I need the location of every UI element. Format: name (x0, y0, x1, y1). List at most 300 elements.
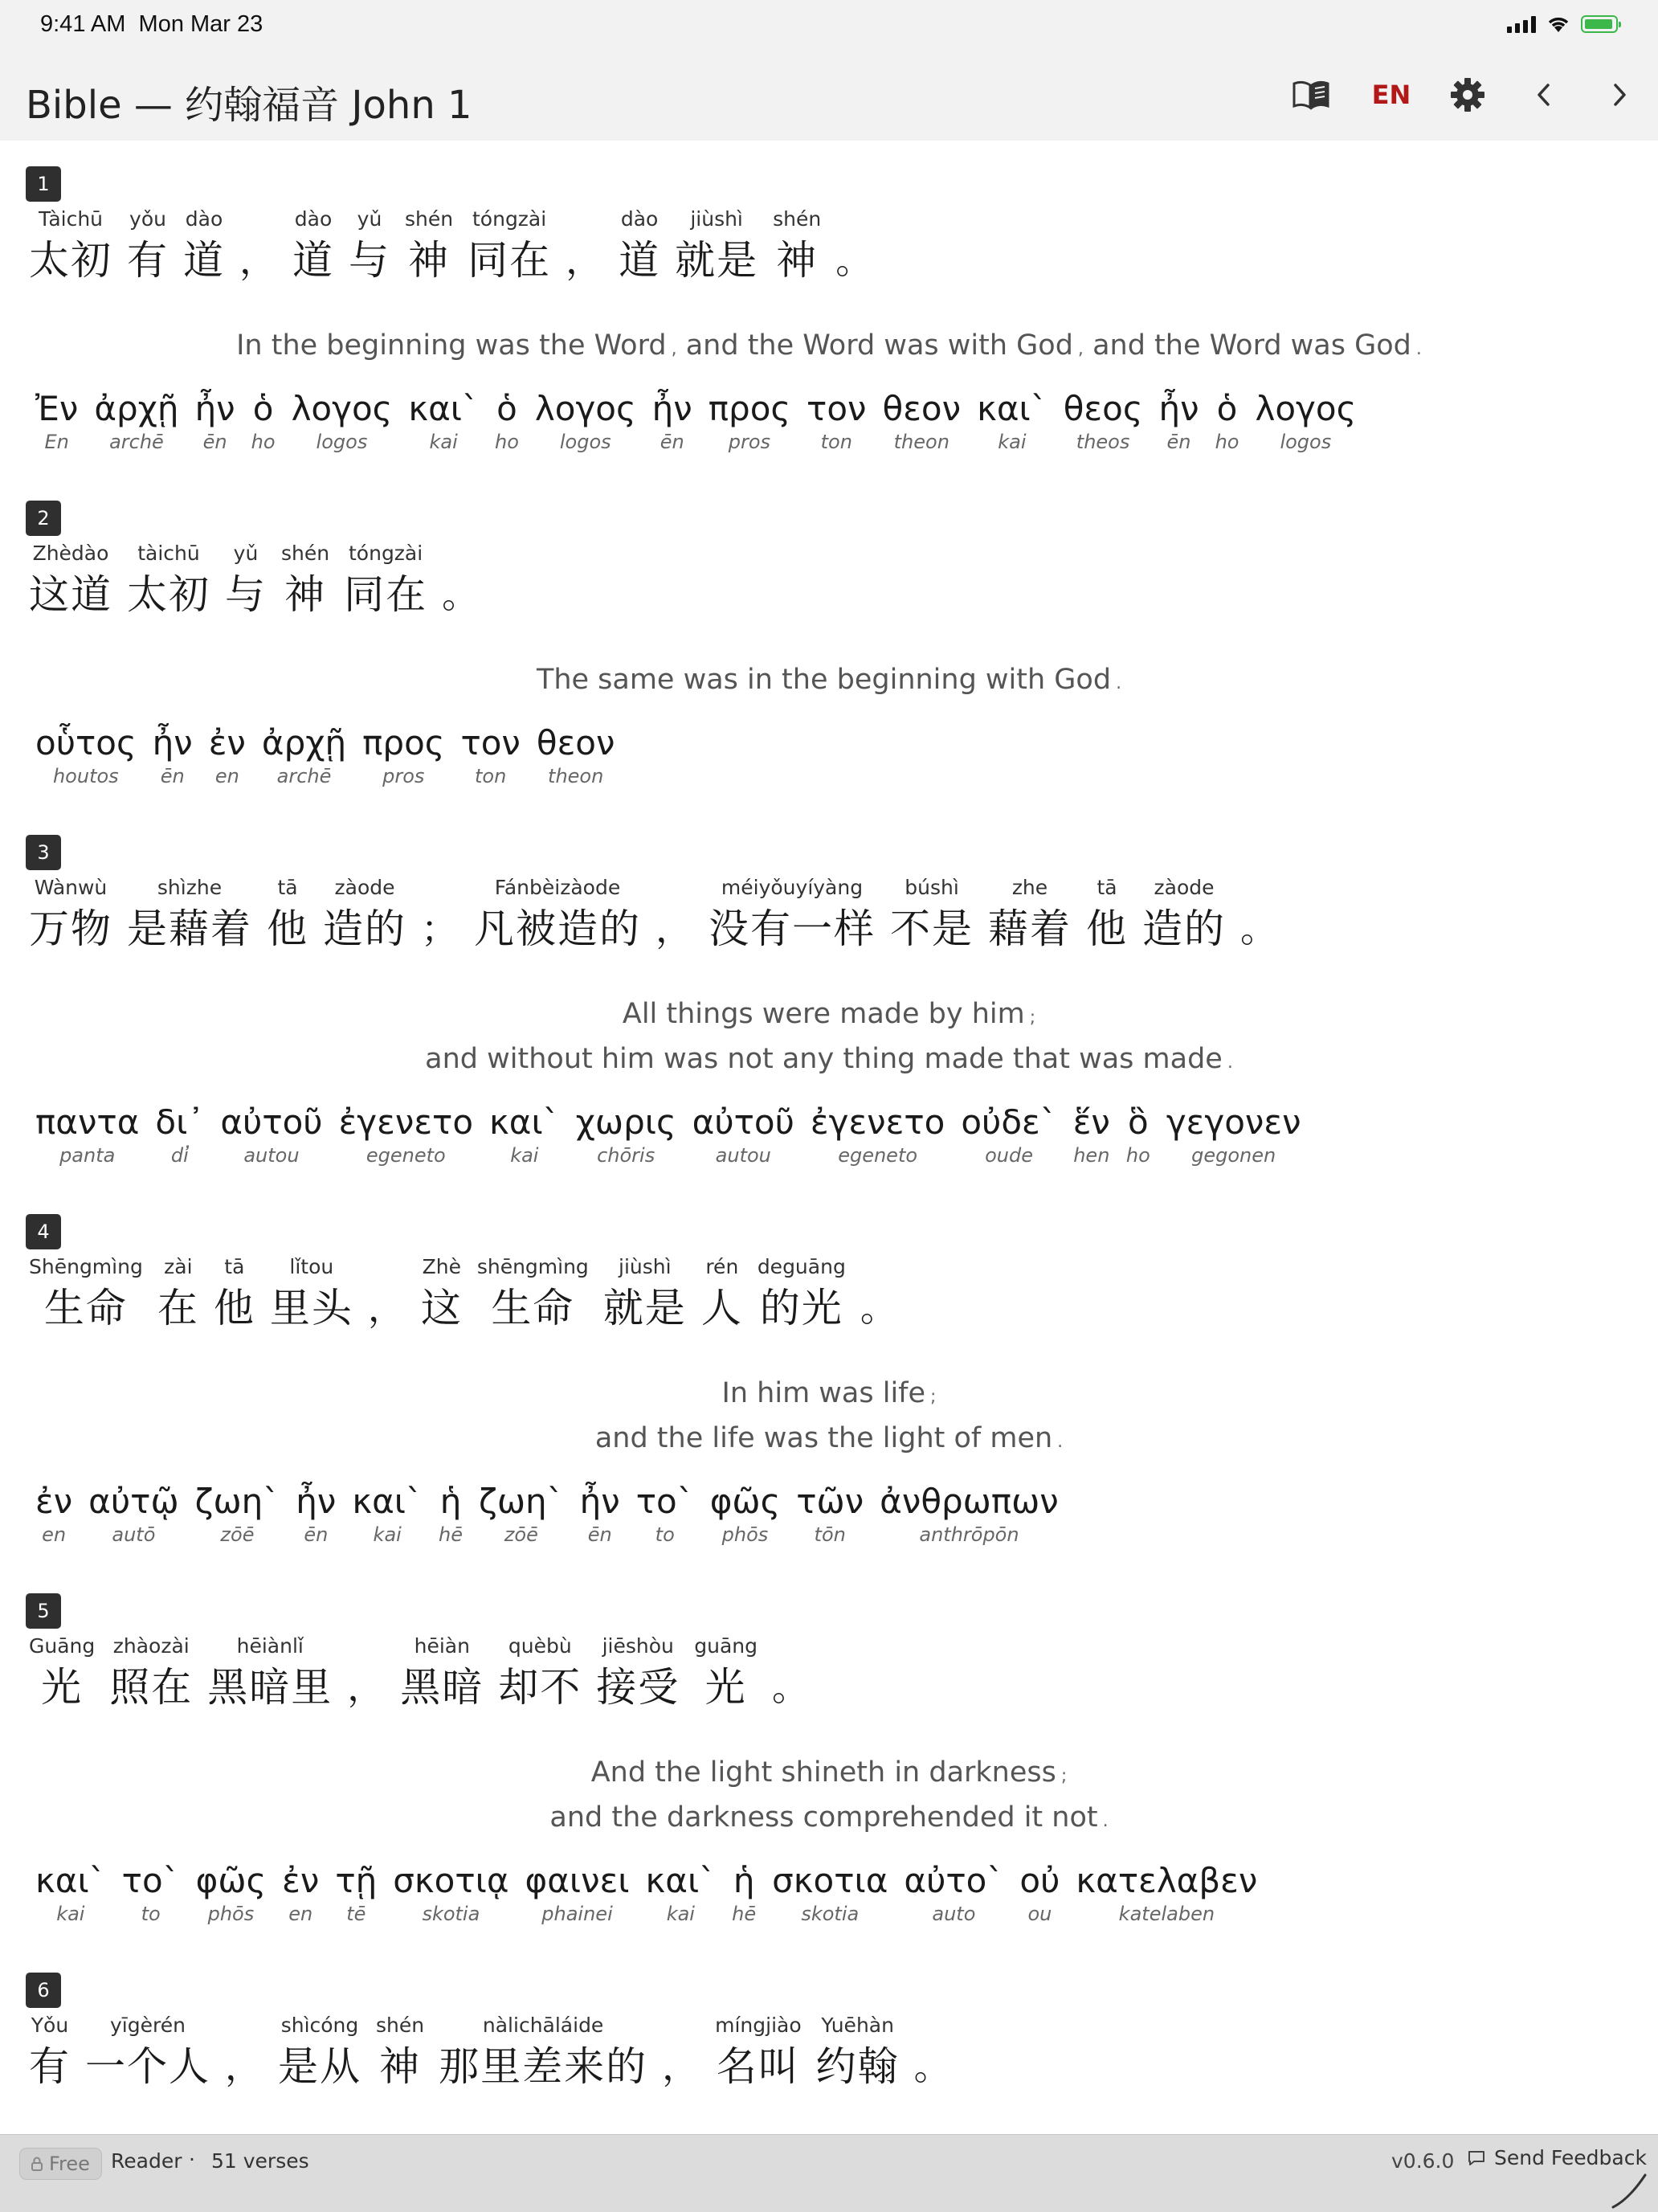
greek-word[interactable] (1215, 388, 1239, 454)
chinese-word[interactable] (29, 1632, 95, 1714)
greek-word[interactable] (1064, 388, 1143, 454)
greek-text: και` (408, 389, 479, 428)
pinyin-label: tàichū (137, 542, 200, 565)
greek-text: κατελαβεν (1076, 1861, 1258, 1900)
chinese-word[interactable] (183, 205, 225, 287)
greek-word[interactable] (153, 722, 193, 788)
greek-word[interactable] (220, 1102, 322, 1167)
hanzi-text: 造的 (1142, 906, 1226, 952)
transliteration-label: to (655, 1523, 675, 1546)
hanzi-text: 同在 (468, 237, 552, 284)
verse-number-badge[interactable]: 3 (26, 835, 61, 870)
transliteration-label: ho (1125, 1144, 1150, 1167)
greek-text: τον (807, 389, 867, 428)
pinyin-label: tā (1096, 876, 1117, 899)
chinese-word[interactable] (773, 205, 821, 287)
chinese-word[interactable] (225, 2011, 263, 2093)
clause-punctuation: , (671, 339, 677, 359)
hanzi-text: 是从 (278, 2043, 361, 2090)
chinese-word[interactable] (29, 1253, 143, 1335)
chinese-text-row (29, 205, 888, 287)
greek-word[interactable] (1076, 1860, 1257, 1926)
greek-text: ζωη` (194, 1482, 280, 1521)
pinyin-label: Shēngmìng (29, 1255, 143, 1278)
hanzi-text: 太初 (29, 237, 112, 284)
chinese-word[interactable] (421, 1253, 463, 1335)
hanzi-text: 光 (704, 1664, 747, 1711)
verse-number-badge[interactable]: 1 (26, 166, 61, 202)
pinyin-label: tóngzài (349, 542, 423, 565)
verse-number-badge[interactable]: 6 (26, 1973, 61, 2008)
chinese-text-row (29, 1253, 913, 1335)
english-clause: and without him was not any thing made that was made (425, 1043, 1223, 1075)
greek-text: αὐτοῦ (692, 1102, 794, 1142)
chinese-word[interactable] (368, 1253, 406, 1335)
hanzi-text: 这道 (29, 571, 112, 618)
greek-word[interactable] (393, 1860, 508, 1926)
greek-word[interactable] (282, 1860, 319, 1926)
greek-text: ἦν (194, 389, 235, 428)
greek-word[interactable] (880, 1481, 1059, 1547)
transliteration-label: zōē (220, 1523, 255, 1546)
transliteration-label: archē (276, 765, 332, 787)
greek-word[interactable] (460, 722, 520, 788)
plan-badge[interactable] (19, 2148, 102, 2180)
greek-text: ἦν (296, 1482, 337, 1521)
greek-word[interactable] (636, 1481, 694, 1547)
greek-text: ἀνθρωπων (880, 1482, 1059, 1521)
chinese-word[interactable] (278, 2011, 361, 2093)
greek-word[interactable] (362, 722, 444, 788)
hanzi-text: 。 (913, 2045, 953, 2088)
greek-text: παντα (35, 1102, 140, 1142)
transliteration-label: anthrōpōn (919, 1523, 1019, 1546)
greek-text: ἐν (282, 1861, 320, 1900)
chinese-word[interactable] (914, 2011, 953, 2093)
clause-punctuation: . (1116, 673, 1122, 693)
greek-word[interactable] (35, 722, 137, 788)
chinese-word[interactable] (477, 1253, 589, 1335)
chinese-word[interactable] (239, 205, 278, 287)
pinyin-label: shén (281, 542, 330, 565)
english-translation-line (0, 1756, 1658, 1789)
chinese-word[interactable] (29, 205, 112, 287)
greek-word[interactable] (772, 1860, 888, 1926)
transliteration-label: pros (382, 765, 425, 787)
greek-text: δι᾽ (155, 1102, 205, 1142)
cellular-signal-icon (1507, 15, 1536, 33)
english-clause: and the darkness comprehended it not (549, 1801, 1098, 1834)
status-bar (0, 0, 1658, 51)
greek-word[interactable] (35, 1481, 72, 1547)
hanzi-text: 那里差来的 (439, 2043, 648, 2090)
hanzi-text: 就是 (675, 237, 759, 284)
chinese-word[interactable] (214, 1253, 255, 1335)
greek-interlinear-row (35, 1481, 1075, 1547)
greek-word[interactable] (1019, 1860, 1060, 1926)
verse-number-badge[interactable]: 5 (26, 1593, 61, 1629)
transliteration-label: en (214, 765, 239, 787)
greek-text: θεον (882, 389, 962, 428)
greek-text: και` (489, 1102, 560, 1142)
greek-text: ἕν (1072, 1102, 1110, 1142)
chinese-word[interactable] (439, 2011, 647, 2093)
chinese-word[interactable] (1142, 873, 1226, 955)
greek-word[interactable] (811, 1102, 945, 1167)
greek-word[interactable] (732, 1860, 756, 1926)
chinese-word[interactable] (596, 1632, 680, 1714)
greek-word[interactable] (296, 1481, 336, 1547)
transliteration-label: ton (820, 431, 852, 453)
hanzi-text: ， (239, 239, 278, 282)
greek-text: ἡ (733, 1861, 755, 1900)
greek-text: και` (645, 1861, 717, 1900)
hanzi-text: 生命 (43, 1285, 128, 1331)
status-date: Mon Mar 23 (138, 11, 263, 37)
greek-word[interactable] (408, 388, 479, 454)
chinese-text-row (29, 539, 495, 621)
greek-text: και` (35, 1861, 106, 1900)
greek-word[interactable] (580, 1481, 620, 1547)
greek-word[interactable] (525, 1860, 630, 1926)
greek-word[interactable] (961, 1102, 1056, 1167)
greek-text: ἐγενετο (810, 1102, 945, 1142)
hanzi-text: 是藉着 (127, 906, 252, 952)
greek-word[interactable] (292, 388, 393, 454)
chinese-word[interactable] (890, 873, 974, 955)
greek-text: λογος (291, 389, 393, 428)
transliteration-label: ēn (1166, 431, 1191, 453)
greek-word[interactable] (335, 1860, 377, 1926)
clause-punctuation: ; (930, 1387, 937, 1407)
hanzi-text: 黑暗 (400, 1664, 484, 1711)
transliteration-label: autō (112, 1523, 156, 1546)
transliteration-label: en (42, 1523, 67, 1546)
hanzi-text: 神 (379, 2043, 422, 2090)
battery-icon (1581, 15, 1618, 33)
chinese-word[interactable] (29, 2011, 71, 2093)
greek-text: προς (362, 723, 445, 763)
chinese-word[interactable] (758, 1253, 846, 1335)
greek-text: ζωη` (479, 1482, 564, 1521)
english-clause: In the beginning was the Word (236, 329, 667, 362)
greek-text: το` (635, 1482, 694, 1521)
english-translation (0, 664, 1658, 696)
chinese-word[interactable] (347, 1632, 386, 1714)
greek-text: τῶν (796, 1482, 864, 1521)
greek-text: σκοτιᾳ (393, 1861, 509, 1900)
language-toggle-button[interactable]: EN (1371, 80, 1411, 110)
greek-word[interactable] (195, 1481, 280, 1547)
transliteration-label: en (288, 1903, 313, 1925)
hanzi-text: 有 (127, 237, 169, 284)
greek-word[interactable] (88, 1481, 178, 1547)
chinese-word[interactable] (655, 873, 694, 955)
english-clause: And the light shineth in darkness (590, 1756, 1056, 1789)
greek-word[interactable] (1073, 1102, 1110, 1167)
hanzi-text: 就是 (602, 1285, 687, 1331)
chinese-word[interactable] (376, 2011, 424, 2093)
greek-word[interactable] (439, 1481, 463, 1547)
settings-button[interactable] (1442, 69, 1493, 121)
hanzi-text: 照在 (109, 1664, 194, 1711)
pinyin-label: yǒu (129, 207, 166, 231)
transliteration-label: ēn (587, 1523, 612, 1546)
transliteration-label: ho (1215, 431, 1239, 453)
verse-number-badge[interactable]: 4 (26, 1214, 61, 1249)
chinese-word[interactable] (772, 1632, 811, 1714)
english-translation (0, 329, 1658, 362)
clause-punctuation: , (1077, 339, 1084, 359)
chinese-word[interactable] (323, 873, 406, 955)
chinese-word[interactable] (225, 539, 267, 621)
transliteration-label: gegonen (1191, 1144, 1276, 1167)
greek-word[interactable] (155, 1102, 204, 1167)
hanzi-text: 他 (213, 1285, 255, 1331)
hanzi-text: 。 (835, 239, 875, 282)
chinese-word[interactable] (127, 539, 210, 621)
pinyin-label: tā (224, 1255, 245, 1278)
greek-text: φῶς (709, 1482, 781, 1521)
chevron-right-icon (1610, 82, 1629, 108)
english-clause: and the life was the light of men (594, 1422, 1053, 1454)
chinese-word[interactable] (109, 1632, 193, 1714)
chinese-word[interactable] (468, 205, 551, 287)
chinese-word[interactable] (566, 205, 604, 287)
greek-word[interactable] (262, 722, 346, 788)
clause-punctuation: . (1057, 1432, 1064, 1452)
pinyin-label: zài (164, 1255, 193, 1278)
chinese-word[interactable] (988, 873, 1072, 955)
greek-word[interactable] (94, 388, 178, 454)
chinese-word[interactable] (860, 1253, 899, 1335)
greek-text: αὐτοῦ (220, 1102, 323, 1142)
chinese-word[interactable] (715, 2011, 802, 2093)
chinese-word[interactable] (281, 539, 329, 621)
hanzi-text: 与 (349, 237, 390, 284)
send-feedback-button[interactable] (1467, 2146, 1647, 2169)
chinese-word[interactable] (619, 205, 660, 287)
greek-word[interactable] (1158, 388, 1199, 454)
greek-word[interactable] (535, 388, 636, 454)
chinese-word[interactable] (127, 205, 169, 287)
greek-word[interactable] (807, 388, 866, 454)
pinyin-label: Guāng (29, 1634, 96, 1658)
chinese-word[interactable] (405, 205, 453, 287)
greek-text: ἐν (208, 723, 246, 763)
greek-text: Ἐν (35, 389, 79, 428)
chinese-word[interactable] (709, 873, 876, 955)
transliteration-label: houtos (52, 765, 119, 787)
chinese-word[interactable] (498, 1632, 582, 1714)
chinese-word[interactable] (267, 873, 308, 955)
pinyin-label: shìzhe (157, 876, 223, 899)
transliteration-label: autou (243, 1144, 300, 1167)
pinyin-label: Fánbèizàode (494, 876, 621, 899)
chinese-word[interactable] (292, 205, 334, 287)
chinese-text-row (29, 1632, 825, 1714)
chinese-word[interactable] (85, 2011, 210, 2093)
greek-word[interactable] (209, 722, 246, 788)
chinese-word[interactable] (701, 1253, 743, 1335)
transliteration-label: egeneto (838, 1144, 918, 1167)
greek-word[interactable] (339, 1102, 473, 1167)
transliteration-label: phōs (721, 1523, 769, 1546)
greek-text: ὁ (496, 389, 517, 428)
greek-word[interactable] (251, 388, 276, 454)
chinese-word[interactable] (675, 205, 758, 287)
hanzi-text: ， (655, 907, 694, 951)
greek-word[interactable] (122, 1860, 180, 1926)
pinyin-label: shén (405, 207, 454, 231)
english-translation-line (0, 1422, 1658, 1454)
pinyin-label: Wànwù (34, 876, 108, 899)
hanzi-text: 凡被造的 (474, 906, 641, 952)
greek-word[interactable] (904, 1860, 1003, 1926)
transliteration-label: theos (1076, 431, 1130, 453)
hanzi-text: 藉着 (988, 906, 1072, 952)
pinyin-label: Zhè (422, 1255, 461, 1278)
chinese-word[interactable] (157, 1253, 199, 1335)
transliteration-label: phainei (541, 1903, 613, 1925)
greek-text: οὗτος (35, 723, 137, 763)
hanzi-text: 。 (860, 1286, 899, 1330)
greek-word[interactable] (1255, 388, 1356, 454)
chinese-word[interactable] (1240, 873, 1279, 955)
greek-text: φῶς (195, 1861, 267, 1900)
pinyin-label: lǐtou (289, 1255, 334, 1278)
transliteration-label: ou (1027, 1903, 1052, 1925)
pinyin-label: tā (277, 876, 298, 899)
hanzi-text: 不是 (890, 906, 974, 952)
chinese-word[interactable] (270, 1253, 353, 1335)
previous-chapter-button[interactable] (1518, 69, 1570, 121)
hanzi-text: 约翰 (815, 2043, 900, 2090)
greek-text: και` (977, 389, 1047, 428)
status-time: 9:41 AM Mon Mar 23 (40, 11, 263, 37)
greek-word[interactable] (796, 1481, 864, 1547)
book-select-button[interactable] (1285, 69, 1337, 121)
chinese-word[interactable] (29, 873, 112, 955)
chinese-word[interactable] (816, 2011, 900, 2093)
status-icons (1507, 14, 1618, 34)
chinese-word[interactable] (29, 539, 112, 621)
greek-word[interactable] (576, 1102, 676, 1167)
next-chapter-button[interactable] (1594, 69, 1645, 121)
greek-interlinear-row (35, 722, 631, 788)
chinese-word[interactable] (349, 205, 390, 287)
lock-icon (31, 2157, 43, 2171)
scribble-pencil-icon (1607, 2167, 1652, 2212)
greek-word[interactable] (195, 388, 235, 454)
mode-label: Reader (111, 2149, 182, 2173)
greek-word[interactable] (883, 388, 962, 454)
chinese-word[interactable] (400, 1632, 484, 1714)
pinyin-label: yīgèrén (110, 2014, 186, 2037)
transliteration-label: egeneto (365, 1144, 446, 1167)
greek-word[interactable] (479, 1481, 564, 1547)
chinese-word[interactable] (662, 2011, 700, 2093)
greek-word[interactable] (196, 1860, 267, 1926)
hanzi-text: 万物 (29, 906, 112, 952)
transliteration-label: chōris (597, 1144, 655, 1167)
transliteration-label: theon (893, 431, 949, 453)
greek-word[interactable] (489, 1102, 560, 1167)
greek-text: ἀρχῇ (261, 723, 347, 763)
pinyin-label: Tàichū (38, 207, 104, 231)
greek-word[interactable] (495, 388, 519, 454)
greek-word[interactable] (977, 388, 1047, 454)
clause-punctuation: ; (1029, 1008, 1036, 1028)
greek-word[interactable] (1166, 1102, 1301, 1167)
transliteration-label: panta (59, 1144, 116, 1167)
greek-text: αὐτῷ (88, 1482, 179, 1521)
greek-word[interactable] (35, 1860, 106, 1926)
greek-word[interactable] (709, 388, 790, 454)
chinese-word[interactable] (207, 1632, 333, 1714)
transliteration-label: tōn (814, 1523, 846, 1546)
transliteration-label: hē (732, 1903, 757, 1925)
greek-text: προς (708, 389, 791, 428)
english-clause: The same was in the beginning with God (536, 664, 1112, 696)
transliteration-label: theon (548, 765, 604, 787)
greek-text: ἀρχῇ (94, 389, 179, 428)
chinese-word[interactable] (835, 205, 874, 287)
greek-word[interactable] (710, 1481, 781, 1547)
pinyin-label: zhàozài (112, 1634, 190, 1658)
pinyin-label: shìcóng (280, 2014, 359, 2037)
chinese-word[interactable] (1086, 873, 1128, 955)
transliteration-label: skotia (422, 1903, 480, 1925)
greek-word[interactable] (35, 1102, 139, 1167)
greek-interlinear-row (35, 1102, 1317, 1167)
transliteration-label: phōs (207, 1903, 255, 1925)
greek-text: ἐν (35, 1482, 73, 1521)
greek-text: φαινει (525, 1861, 630, 1900)
chinese-word[interactable] (603, 1253, 687, 1335)
hanzi-text: 太初 (127, 571, 210, 618)
greek-word[interactable] (35, 388, 78, 454)
chinese-word[interactable] (694, 1632, 758, 1714)
transliteration-label: ēn (304, 1523, 329, 1546)
greek-word[interactable] (537, 722, 615, 788)
greek-word[interactable] (646, 1860, 717, 1926)
wifi-icon (1546, 14, 1571, 34)
hanzi-text: 接受 (596, 1664, 680, 1711)
hanzi-text: 道 (292, 237, 334, 284)
greek-word[interactable] (692, 1102, 794, 1167)
chinese-word[interactable] (127, 873, 252, 955)
chinese-word[interactable] (421, 873, 459, 955)
greek-word[interactable] (352, 1481, 423, 1547)
pinyin-label: méiyǒuyíyàng (721, 876, 864, 899)
greek-word[interactable] (652, 388, 692, 454)
chinese-word[interactable] (474, 873, 641, 955)
pinyin-label: hēiànlǐ (236, 1634, 304, 1658)
pinyin-label: dào (294, 207, 333, 231)
chinese-word[interactable] (442, 539, 480, 621)
pinyin-label: shén (376, 2014, 425, 2037)
hanzi-text: 光 (41, 1664, 84, 1711)
greek-word[interactable] (1126, 1102, 1150, 1167)
pinyin-label: zàode (334, 876, 395, 899)
footer-bar (0, 2134, 1658, 2212)
chinese-word[interactable] (344, 539, 427, 621)
hanzi-text: ， (347, 1666, 386, 1709)
pinyin-label: yǔ (233, 542, 259, 565)
transliteration-label: skotia (801, 1903, 860, 1925)
verse-number-badge[interactable]: 2 (26, 501, 61, 536)
